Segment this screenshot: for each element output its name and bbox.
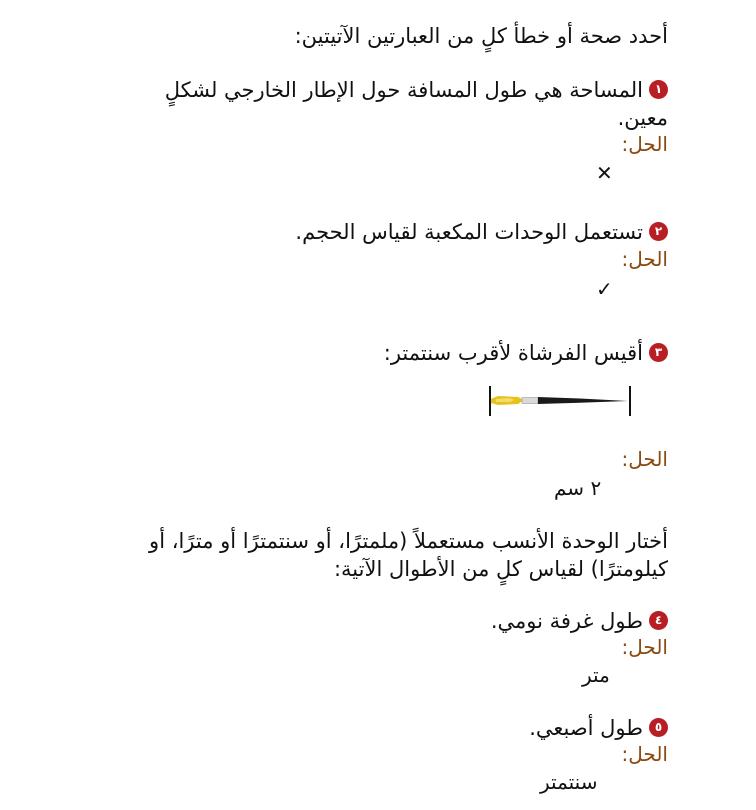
question-2 — [295, 218, 668, 246]
answer-measurement: ٢ سم — [554, 476, 602, 500]
answer-unit: سنتمتر — [540, 770, 598, 794]
question-1-text-line2: معين. — [617, 106, 668, 130]
question-4-text: طول غرفة نومي. — [490, 609, 643, 633]
solution-label: الحل: — [621, 447, 668, 471]
answer-true-mark: ✓ — [596, 277, 613, 301]
question-number-badge: ٣ — [649, 343, 668, 362]
solution-label: الحل: — [621, 132, 668, 156]
question-4 — [491, 607, 668, 635]
answer-unit: متر — [582, 663, 610, 687]
solution-label: الحل: — [621, 635, 668, 659]
question-3-text: أقيس الفرشاة لأقرب سنتمتر: — [383, 341, 643, 365]
question-1 — [165, 76, 668, 104]
solution-label: الحل: — [621, 742, 668, 766]
question-3 — [384, 339, 668, 367]
intro-instruction: أحدد صحة أو خطأ كلٍ من العبارتين الآتيتين: — [294, 24, 668, 48]
question-number-badge: ١ — [649, 80, 668, 99]
section-2-instruction-line2: كيلومترًا) لقياس كلٍ من الأطوال الآتية: — [333, 557, 668, 581]
question-5 — [529, 714, 668, 742]
question-1-text-line1: المساحة هي طول المسافة حول الإطار الخارجي لشكلٍ — [164, 78, 643, 102]
solution-label: الحل: — [621, 247, 668, 271]
question-5-text: طول أصبعي. — [529, 716, 643, 740]
question-number-badge: ٢ — [649, 222, 668, 241]
question-number-badge: ٥ — [649, 718, 668, 737]
section-2-instruction-line1: أختار الوحدة الأنسب مستعملاً (ملمترًا، أو سنتمترًا أو مترًا، أو — [149, 529, 668, 553]
paintbrush-image — [488, 384, 632, 418]
question-2-text: تستعمل الوحدات المكعبة لقياس الحجم. — [295, 220, 643, 244]
question-number-badge: ٤ — [649, 611, 668, 630]
answer-false-mark: ✕ — [596, 161, 613, 185]
